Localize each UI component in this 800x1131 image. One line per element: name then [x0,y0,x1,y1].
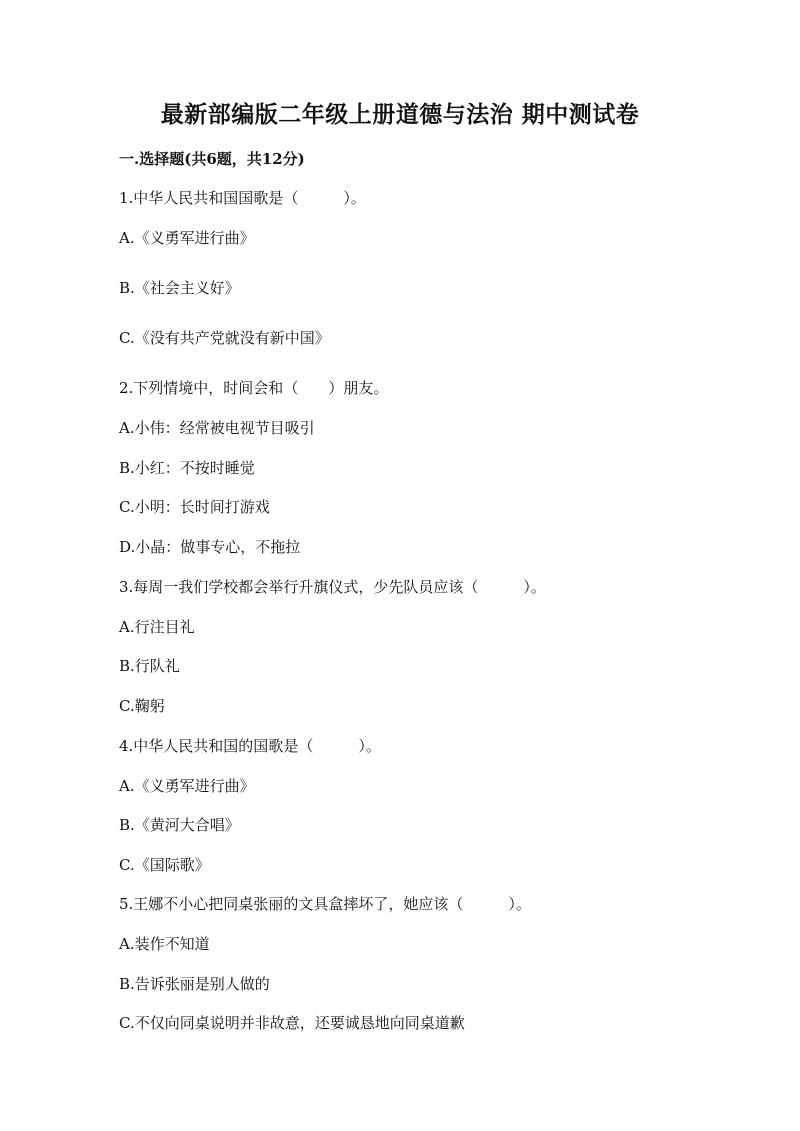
question-3-option-c: C.鞠躬 [119,697,165,715]
question-5-option-b: B.告诉张丽是别人做的 [119,975,270,993]
question-5-stem: 5.王娜不小心把同桌张丽的文具盒摔坏了，她应该（ ）。 [119,895,531,913]
question-2-option-b: B.小红：不按时睡觉 [119,459,255,477]
question-4-option-b: B.《黄河大合唱》 [119,816,240,834]
question-1-option-b: B.《社会主义好》 [119,279,240,297]
section-heading: 一.选择题(共6题，共12分) [119,150,305,168]
question-1-stem: 1.中华人民共和国国歌是（ ）。 [119,189,366,207]
question-4-option-a: A.《义勇军进行曲》 [119,777,255,795]
question-3-stem: 3.每周一我们学校都会举行升旗仪式，少先队员应该（ ）。 [119,578,546,596]
question-3-option-a: A.行注目礼 [119,618,195,636]
question-2-stem: 2.下列情境中，时间会和（ ）朋友。 [119,379,389,397]
question-1-option-a: A.《义勇军进行曲》 [119,229,255,247]
question-1-option-c: C.《没有共产党就没有新中国》 [119,329,330,347]
page-title: 最新部编版二年级上册道德与法治 期中测试卷 [160,101,640,128]
question-4-stem: 4.中华人民共和国的国歌是（ ）。 [119,737,381,755]
question-5-option-a: A.装作不知道 [119,935,210,953]
question-2-option-c: C.小明：长时间打游戏 [119,498,270,516]
question-2-option-a: A.小伟：经常被电视节目吸引 [119,419,315,437]
question-3-option-b: B.行队礼 [119,657,180,675]
question-5-option-c: C.不仅向同桌说明并非故意，还要诚恳地向同桌道歉 [119,1014,465,1032]
question-2-option-d: D.小晶：做事专心，不拖拉 [119,538,301,556]
question-4-option-c: C.《国际歌》 [119,856,210,874]
